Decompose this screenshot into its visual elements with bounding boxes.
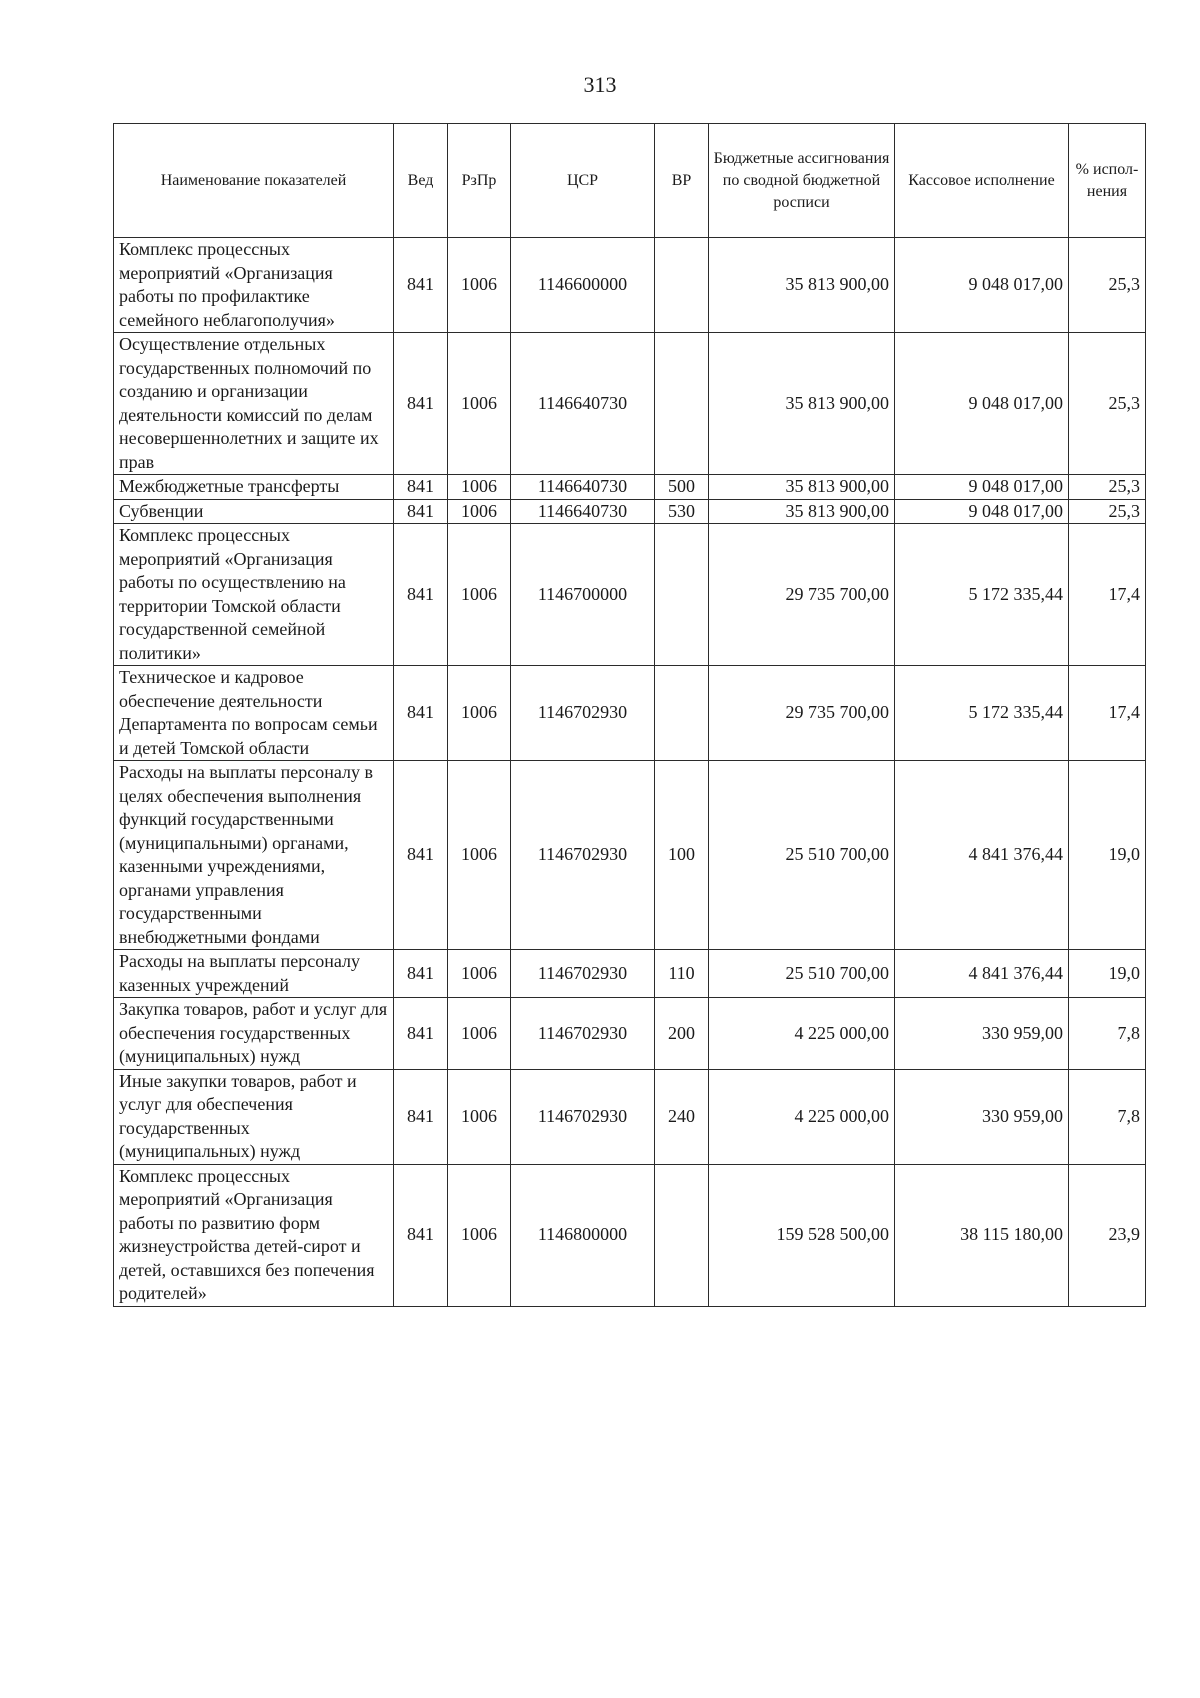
row-name: Субвенции [114, 499, 394, 524]
row-vr: 110 [655, 950, 709, 998]
row-ved: 841 [394, 238, 448, 333]
row-name: Комплекс процессных мероприятий «Организация работы по профилактике семейного неблагополучия» [114, 238, 394, 333]
row-name: Межбюджетные трансферты [114, 475, 394, 500]
row-rzpr: 1006 [448, 475, 511, 500]
row-budget: 159 528 500,00 [709, 1164, 895, 1306]
row-percent: 7,8 [1069, 1069, 1146, 1164]
row-ved: 841 [394, 1069, 448, 1164]
row-csr: 1146702930 [511, 998, 655, 1070]
row-vr: 240 [655, 1069, 709, 1164]
row-percent: 19,0 [1069, 761, 1146, 950]
row-ved: 841 [394, 499, 448, 524]
row-vr [655, 666, 709, 761]
table-row [114, 950, 1146, 998]
row-vr [655, 238, 709, 333]
header-percent: % испол-нения [1069, 124, 1146, 238]
row-percent: 17,4 [1069, 666, 1146, 761]
row-cash: 9 048 017,00 [895, 499, 1069, 524]
table-row [114, 238, 1146, 333]
header-rzpr: РзПр [448, 124, 511, 238]
row-percent: 17,4 [1069, 524, 1146, 666]
row-cash: 4 841 376,44 [895, 761, 1069, 950]
row-vr: 500 [655, 475, 709, 500]
table-header-row [114, 124, 1146, 238]
row-rzpr: 1006 [448, 499, 511, 524]
row-rzpr: 1006 [448, 238, 511, 333]
row-ved: 841 [394, 1164, 448, 1306]
row-rzpr: 1006 [448, 666, 511, 761]
row-budget: 4 225 000,00 [709, 998, 895, 1070]
row-csr: 1146640730 [511, 475, 655, 500]
row-cash: 4 841 376,44 [895, 950, 1069, 998]
row-percent: 19,0 [1069, 950, 1146, 998]
row-percent: 25,3 [1069, 499, 1146, 524]
row-ved: 841 [394, 950, 448, 998]
header-name: Наименование показателей [114, 124, 394, 238]
table-row [114, 475, 1146, 500]
table-row [114, 666, 1146, 761]
row-ved: 841 [394, 524, 448, 666]
page-number: 313 [583, 72, 617, 97]
row-rzpr: 1006 [448, 761, 511, 950]
header-ved: Вед [394, 124, 448, 238]
row-budget: 4 225 000,00 [709, 1069, 895, 1164]
row-rzpr: 1006 [448, 524, 511, 666]
row-name: Осуществление отдельных государственных полномочий по созданию и организации деятельности комиссий по делам несовершеннолетних и защите их прав [114, 333, 394, 475]
row-vr [655, 333, 709, 475]
row-rzpr: 1006 [448, 333, 511, 475]
row-rzpr: 1006 [448, 1069, 511, 1164]
row-csr: 1146600000 [511, 238, 655, 333]
row-ved: 841 [394, 475, 448, 500]
row-budget: 35 813 900,00 [709, 499, 895, 524]
row-budget: 35 813 900,00 [709, 475, 895, 500]
row-vr [655, 524, 709, 666]
header-vr: ВР [655, 124, 709, 238]
row-rzpr: 1006 [448, 1164, 511, 1306]
table-row [114, 1164, 1146, 1306]
row-ved: 841 [394, 666, 448, 761]
table-row [114, 499, 1146, 524]
row-cash: 9 048 017,00 [895, 333, 1069, 475]
row-percent: 7,8 [1069, 998, 1146, 1070]
row-csr: 1146702930 [511, 1069, 655, 1164]
table-row [114, 524, 1146, 666]
row-name: Расходы на выплаты персоналу казенных учреждений [114, 950, 394, 998]
row-budget: 29 735 700,00 [709, 524, 895, 666]
row-csr: 1146700000 [511, 524, 655, 666]
row-vr [655, 1164, 709, 1306]
row-name: Комплекс процессных мероприятий «Организация работы по развитию форм жизнеустройства детей-сирот и детей, оставшихся без попечения родителей» [114, 1164, 394, 1306]
header-budget: Бюджетные ассигнования по сводной бюджетной росписи [709, 124, 895, 238]
row-csr: 1146640730 [511, 333, 655, 475]
table-row [114, 761, 1146, 950]
row-percent: 25,3 [1069, 333, 1146, 475]
row-ved: 841 [394, 761, 448, 950]
row-budget: 35 813 900,00 [709, 238, 895, 333]
row-percent: 25,3 [1069, 238, 1146, 333]
row-cash: 330 959,00 [895, 998, 1069, 1070]
row-vr: 530 [655, 499, 709, 524]
row-csr: 1146800000 [511, 1164, 655, 1306]
table-row [114, 333, 1146, 475]
row-percent: 25,3 [1069, 475, 1146, 500]
row-rzpr: 1006 [448, 998, 511, 1070]
row-name: Закупка товаров, работ и услуг для обеспечения государственных (муниципальных) нужд [114, 998, 394, 1070]
row-cash: 9 048 017,00 [895, 475, 1069, 500]
row-vr: 200 [655, 998, 709, 1070]
row-ved: 841 [394, 333, 448, 475]
header-cash: Кассовое исполнение [895, 124, 1069, 238]
row-name: Техническое и кадровое обеспечение деятельности Департамента по вопросам семьи и детей Томской области [114, 666, 394, 761]
row-budget: 35 813 900,00 [709, 333, 895, 475]
table-row [114, 1069, 1146, 1164]
header-csr: ЦСР [511, 124, 655, 238]
row-budget: 29 735 700,00 [709, 666, 895, 761]
row-name: Расходы на выплаты персоналу в целях обеспечения выполнения функций государственными (муниципальными) органами, казенными учреждениями, органами управления государственными внебюджетными фондами [114, 761, 394, 950]
row-percent: 23,9 [1069, 1164, 1146, 1306]
row-name: Комплекс процессных мероприятий «Организация работы по осуществлению на территории Томской области государственной семейной политики» [114, 524, 394, 666]
row-cash: 5 172 335,44 [895, 524, 1069, 666]
row-cash: 330 959,00 [895, 1069, 1069, 1164]
row-rzpr: 1006 [448, 950, 511, 998]
budget-execution-table [113, 123, 1146, 1307]
row-csr: 1146702930 [511, 761, 655, 950]
row-ved: 841 [394, 998, 448, 1070]
row-cash: 9 048 017,00 [895, 238, 1069, 333]
row-csr: 1146702930 [511, 950, 655, 998]
table-row [114, 998, 1146, 1070]
row-name: Иные закупки товаров, работ и услуг для обеспечения государственных (муниципальных) нужд [114, 1069, 394, 1164]
row-budget: 25 510 700,00 [709, 950, 895, 998]
row-budget: 25 510 700,00 [709, 761, 895, 950]
row-cash: 5 172 335,44 [895, 666, 1069, 761]
row-cash: 38 115 180,00 [895, 1164, 1069, 1306]
row-csr: 1146640730 [511, 499, 655, 524]
row-csr: 1146702930 [511, 666, 655, 761]
row-vr: 100 [655, 761, 709, 950]
